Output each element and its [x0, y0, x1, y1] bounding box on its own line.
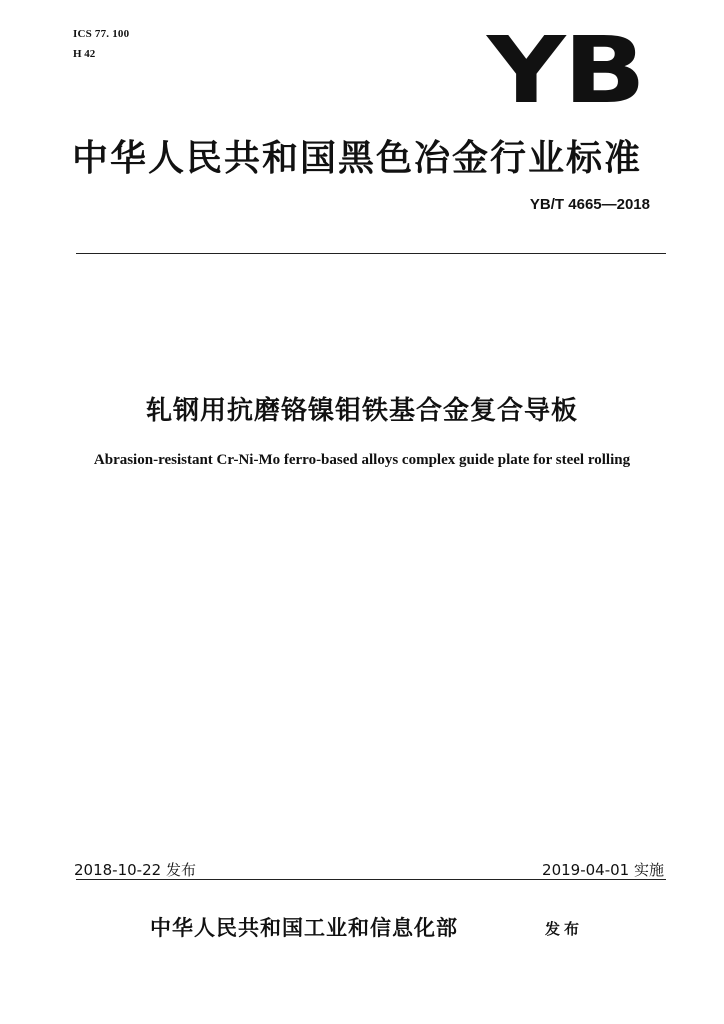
yb-logo: [486, 17, 644, 124]
publish-label: 发布: [545, 920, 584, 938]
issue-date: 2018-10-22 发布: [74, 861, 196, 879]
top-divider: [76, 253, 666, 254]
classification-code: H 42: [73, 48, 96, 60]
implementation-date: 2019-04-01 实施: [542, 861, 664, 879]
industry-standard-title: 中华人民共和国黑色冶金行业标准: [72, 138, 643, 179]
logo-text: YB: [486, 17, 644, 124]
document-title-cn: 轧钢用抗磨铬镍钼铁基合金复合导板: [145, 396, 578, 426]
ics-code: ICS 77. 100: [73, 28, 130, 40]
document-title-en: Abrasion-resistant Cr-Ni-Mo ferro-based alloys complex guide plate for steel rolling: [93, 452, 631, 468]
standard-number: YB/T 4665—2018: [529, 196, 650, 213]
publisher-name: 中华人民共和国工业和信息化部: [150, 916, 458, 940]
bottom-divider: [76, 879, 666, 880]
